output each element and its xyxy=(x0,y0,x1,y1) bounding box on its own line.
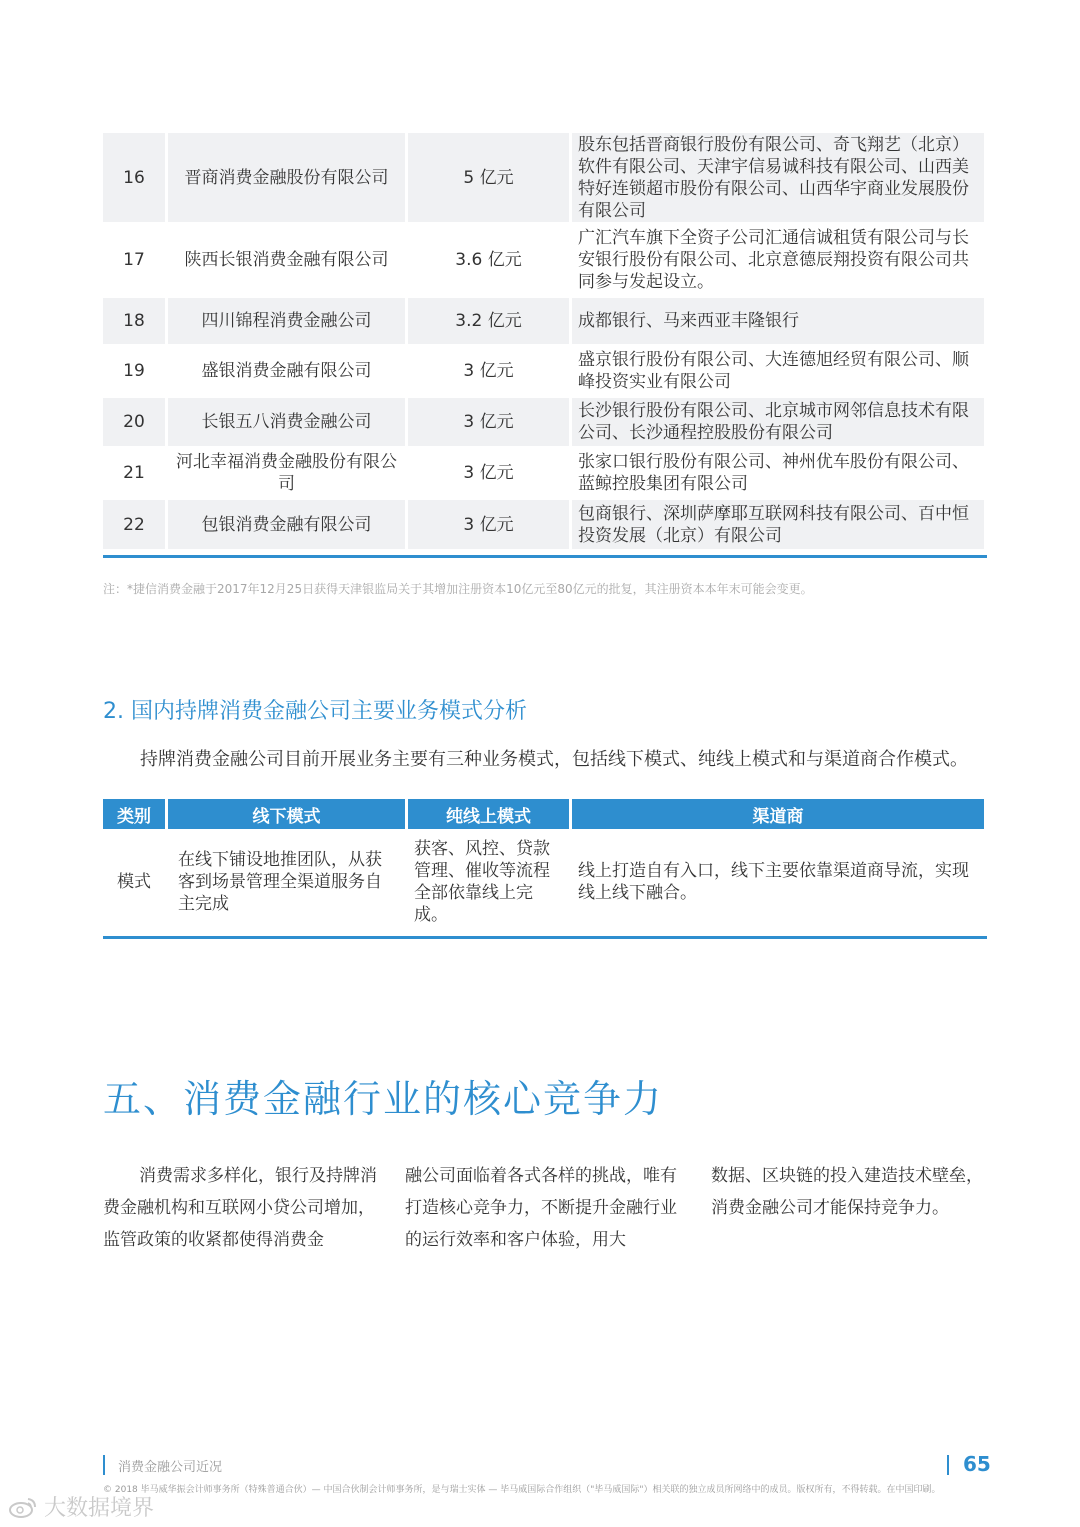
table-row xyxy=(103,298,987,344)
offline-mode-text: 在线下铺设地推团队，从获客到场景管理全渠道服务自主完成 xyxy=(178,850,382,914)
table-row xyxy=(103,225,987,295)
shareholders: 盛京银行股份有限公司、大连德旭经贸有限公司、顺峰投资实业有限公司 xyxy=(572,347,984,395)
company-name: 长银五八消费金融公司 xyxy=(168,398,405,446)
registered-capital: 3 亿元 xyxy=(408,449,569,497)
weibo-icon xyxy=(8,1496,38,1518)
online-mode-description: 获客、风控、贷款管理、催收等流程全部依靠线上完成。 xyxy=(414,839,550,925)
shareholders: 成都银行、马来西亚丰隆银行 xyxy=(572,298,984,344)
company-name: 陕西长银消费金融有限公司 xyxy=(168,225,405,295)
table-bottom-rule xyxy=(103,555,987,558)
body-column-3: 数据、区块链的投入建造技术壁垒，消费金融公司才能保持竞争力。 xyxy=(711,1166,983,1218)
table-bottom-rule xyxy=(103,936,987,939)
registered-capital: 3 亿元 xyxy=(408,500,569,549)
shareholders: 包商银行、深圳萨摩耶互联网科技有限公司、百中恒投资发展（北京）有限公司 xyxy=(572,500,984,549)
body-column-2: 融公司面临着各式各样的挑战，唯有打造核心竞争力，不断提升金融行业的运行效率和客户体验，用大 xyxy=(405,1166,677,1250)
chapter-title: 五、消费金融行业的核心竞争力 xyxy=(103,1077,664,1121)
row-number: 21 xyxy=(103,449,165,497)
company-name: 盛银消费金融有限公司 xyxy=(168,347,405,395)
shareholders: 股东包括晋商银行股份有限公司、奇飞翔艺（北京）软件有限公司、天津宇信易诚科技有限公司、山西美特好连锁超市股份有限公司、山西华宇商业发展股份有限公司 xyxy=(572,133,984,222)
table-row xyxy=(103,449,987,497)
page-number: 65 xyxy=(963,1452,991,1476)
registered-capital: 3 亿元 xyxy=(408,347,569,395)
row-number: 18 xyxy=(103,298,165,344)
offline-mode-description xyxy=(168,849,405,915)
company-name: 四川锦程消费金融公司 xyxy=(168,298,405,344)
watermark xyxy=(8,1491,154,1522)
row-number: 17 xyxy=(103,225,165,295)
company-name: 包银消费金融有限公司 xyxy=(168,500,405,549)
table-row xyxy=(103,398,987,446)
row-label: 模式 xyxy=(117,872,151,892)
registered-capital: 3.6 亿元 xyxy=(408,225,569,295)
row-number: 20 xyxy=(103,398,165,446)
section-heading: 2. 国内持牌消费金融公司主要业务模式分析 xyxy=(103,699,527,724)
row-number: 19 xyxy=(103,347,165,395)
table-row xyxy=(103,500,987,549)
section-intro-paragraph: 持牌消费金融公司目前开展业务主要有三种业务模式，包括线下模式、纯线上模式和与渠道商合作模式。 xyxy=(140,749,968,770)
footer-section-title: 消费金融公司近况 xyxy=(118,1460,223,1475)
shareholders: 张家口银行股份有限公司、神州优车股份有限公司、蓝鲸控股集团有限公司 xyxy=(572,449,984,497)
header-category: 类别 xyxy=(103,799,165,829)
shareholders: 广汇汽车旗下全资子公司汇通信诚租赁有限公司与长安银行股份有限公司、北京意德辰翔投资有限公司共同参与发起设立。 xyxy=(572,225,984,295)
channel-mode-description: 线上打造自有入口，线下主要依靠渠道商导流，实现线上线下融合。 xyxy=(578,861,969,903)
footer-divider xyxy=(947,1455,949,1475)
table-row xyxy=(103,829,987,935)
header-channel-mode: 渠道商 xyxy=(572,799,984,829)
body-column-1: 消费需求多样化，银行及持牌消费金融机构和互联网小贷公司增加，监管政策的收紧都使得消费金 xyxy=(103,1166,377,1250)
business-mode-table xyxy=(103,799,987,935)
registered-capital: 3.2 亿元 xyxy=(408,298,569,344)
row-number: 22 xyxy=(103,500,165,549)
registered-capital: 5 亿元 xyxy=(408,133,569,222)
company-name: 河北幸福消费金融股份有限公司 xyxy=(168,449,405,497)
watermark-text: 大数据境界 xyxy=(44,1496,155,1521)
shareholders: 长沙银行股份有限公司、北京城市网邻信息技术有限公司、长沙通程控股股份有限公司 xyxy=(572,398,984,446)
table-footnote: 注：*捷信消费金融于2017年12月25日获得天津银监局关于其增加注册资本10亿元至80亿元的批复，其注册资本本年末可能会变更。 xyxy=(103,582,813,596)
header-offline-mode: 线下模式 xyxy=(168,799,405,829)
table-row xyxy=(103,347,987,395)
copyright-notice: © 2018 毕马威华振会计师事务所（特殊普通合伙）— 中国合伙制会计师事务所，是与瑞士实体 — 毕马威国际合作组织（"毕马威国际"）相关联的独立成员所网络中的成员。版权所有，不得转载。在中国印刷。 xyxy=(103,1485,941,1495)
footer-divider xyxy=(103,1455,105,1475)
header-online-mode: 纯线上模式 xyxy=(408,799,569,829)
company-table xyxy=(103,133,987,549)
table-header-row xyxy=(103,799,987,829)
company-name: 晋商消费金融股份有限公司 xyxy=(168,133,405,222)
row-number: 16 xyxy=(103,133,165,222)
registered-capital: 3 亿元 xyxy=(408,398,569,446)
table-row xyxy=(103,133,987,222)
